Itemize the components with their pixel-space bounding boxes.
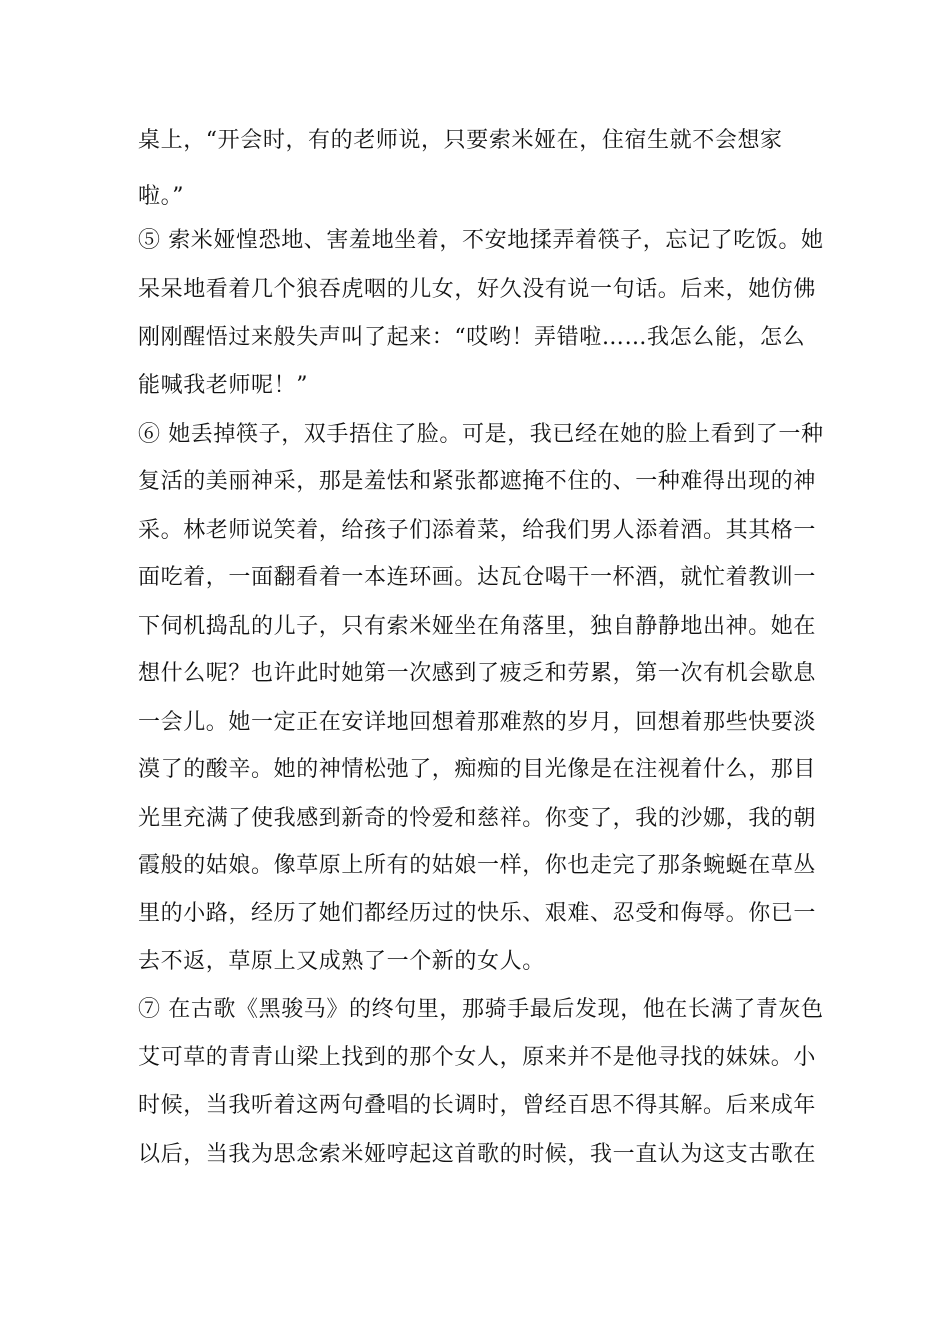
text-line: 一会儿。她一定正在安详地回想着那难熬的岁月，回想着那些快要淡: [138, 710, 817, 735]
text-line: 时候，当我听着这两句叠唱的长调时，曾经百思不得其解。后来成年: [138, 1093, 817, 1118]
text-line: 采。林老师说笑着，给孩子们添着菜，给我们男人添着酒。其其格一: [138, 518, 817, 543]
text-line: 桌上，“开会时，有的老师说，只要索米娅在，住宿生就不会想家: [138, 128, 783, 153]
text-line: 刚刚醒悟过来般失声叫了起来：“哎哟！弄错啦……我怎么能，怎么: [138, 325, 806, 350]
text-line: 啦。”: [138, 184, 185, 209]
text-line: 呆呆地看着几个狼吞虎咽的儿女，好久没有说一句话。后来，她仿佛: [138, 277, 817, 302]
text-line: ⑦ 在古歌《黑骏马》的终句里，那骑手最后发现，他在长满了青灰色: [138, 997, 824, 1022]
text-line: ⑤ 索米娅惶恐地、害羞地坐着，不安地揉弄着筷子，忘记了吃饭。她: [138, 228, 824, 253]
text-line: 艾可草的青青山梁上找到的那个女人，原来并不是他寻找的妹妹。小: [138, 1045, 817, 1070]
text-line: 里的小路，经历了她们都经历过的快乐、艰难、忍受和侮辱。你已一: [138, 901, 817, 926]
text-line: 能喊我老师呢！”: [138, 373, 309, 398]
text-line: 漠了的酸辛。她的神情松弛了，痴痴的目光像是在注视着什么，那目: [138, 757, 817, 782]
text-line: 想什么呢？也许此时她第一次感到了疲乏和劳累，第一次有机会歇息: [138, 661, 817, 686]
text-line: 复活的美丽神采，那是羞怯和紧张都遮掩不住的、一种难得出现的神: [138, 469, 817, 494]
text-line: 光里充满了使我感到新奇的怜爱和慈祥。你变了，我的沙娜，我的朝: [138, 806, 817, 831]
text-line: ⑥ 她丢掉筷子，双手捂住了脸。可是，我已经在她的脸上看到了一种: [138, 422, 824, 447]
text-line: 下伺机捣乱的儿子，只有索米娅坐在角落里，独自静静地出神。她在: [138, 614, 817, 639]
text-line: 以后，当我为思念索米娅哼起这首歌的时候，我一直认为这支古歌在: [138, 1142, 817, 1167]
text-line: 去不返，草原上又成熟了一个新的女人。: [138, 949, 545, 974]
text-line: 霞般的姑娘。像草原上所有的姑娘一样，你也走完了那条蜿蜒在草丛: [138, 853, 817, 878]
text-line: 面吃着，一面翻看着一本连环画。达瓦仓喝干一杯酒，就忙着教训一: [138, 565, 817, 590]
